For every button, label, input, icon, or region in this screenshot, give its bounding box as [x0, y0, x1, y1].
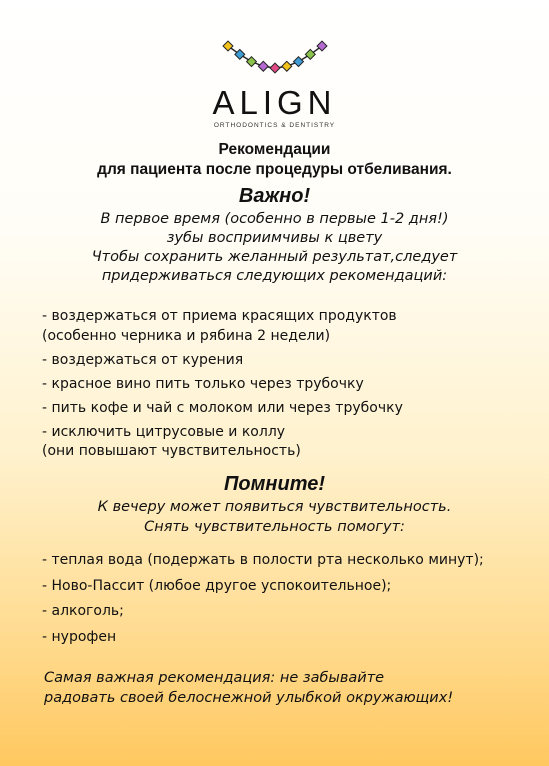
final-recommendation	[44, 668, 524, 708]
list-item-text: (особенно черника и рябина 2 недели)	[42, 327, 331, 344]
intro-line: Чтобы сохранить желанный результат,следует	[91, 249, 458, 265]
list-item-text: - воздержаться от курения	[42, 351, 244, 368]
list-item-text: - воздержаться от приема красящих продуктов	[42, 308, 397, 324]
list-item	[42, 399, 512, 419]
necklace-bead	[270, 63, 280, 73]
necklace-bead	[281, 61, 291, 71]
brand-name: ALIGN	[212, 84, 337, 121]
brand-tagline: ORTHODONTICS & DENTISTRY	[213, 122, 336, 129]
list-item-text: - пить кофе и чай с молоком или через трубочку	[42, 399, 403, 416]
remember-text	[0, 497, 549, 537]
necklace-bead	[246, 57, 256, 67]
necklace-bead	[258, 61, 268, 71]
list-item-text: (они повышают чувствительность)	[42, 443, 301, 459]
necklace-bead	[234, 49, 244, 59]
list-item: - Ново-Пассит (любое другое успокоительное);	[42, 577, 392, 594]
list-item-text: - исключить цитрусовые и коллу	[42, 423, 286, 440]
important-title: Важно!	[238, 185, 311, 207]
heading-line-2: для пациента после процедуры отбеливания.	[97, 161, 452, 178]
necklace-logo-icon	[220, 40, 330, 80]
list-item: - алкоголь;	[42, 603, 124, 619]
intro-line: зубы восприимчивы к цвету	[166, 230, 383, 246]
list-item	[42, 423, 512, 462]
logo	[0, 40, 549, 129]
remember-line: К вечеру может появиться чувствительность.	[97, 499, 452, 515]
list-item: - теплая вода (подержать в полости рта несколько минут);	[42, 552, 484, 568]
list-item: - нурофен	[42, 628, 117, 645]
list-item	[42, 375, 512, 395]
necklace-bead	[317, 41, 327, 51]
intro-line: В первое время (особенно в первые 1-2 дня!)	[100, 211, 449, 227]
final-line: радовать своей белоснежной улыбкой окружающих!	[44, 690, 454, 706]
heading-line-1: Рекомендации	[218, 141, 331, 158]
list-item	[42, 307, 512, 346]
list-item-text: - красное вино пить только через трубочку	[42, 375, 364, 392]
necklace-bead	[305, 49, 315, 59]
list-item	[42, 351, 512, 371]
page-heading	[0, 140, 549, 180]
final-line: Самая важная рекомендация: не забывайте	[44, 670, 385, 686]
recommendations-list	[42, 307, 512, 466]
necklace-bead	[293, 57, 303, 67]
remedies-list	[42, 551, 522, 653]
remember-line: Снять чувствительность помогут:	[144, 519, 405, 535]
important-intro	[0, 210, 549, 286]
intro-line: придерживаться следующих рекомендаций:	[101, 268, 448, 284]
remember-title: Помните!	[224, 473, 325, 495]
necklace-bead	[223, 41, 233, 51]
